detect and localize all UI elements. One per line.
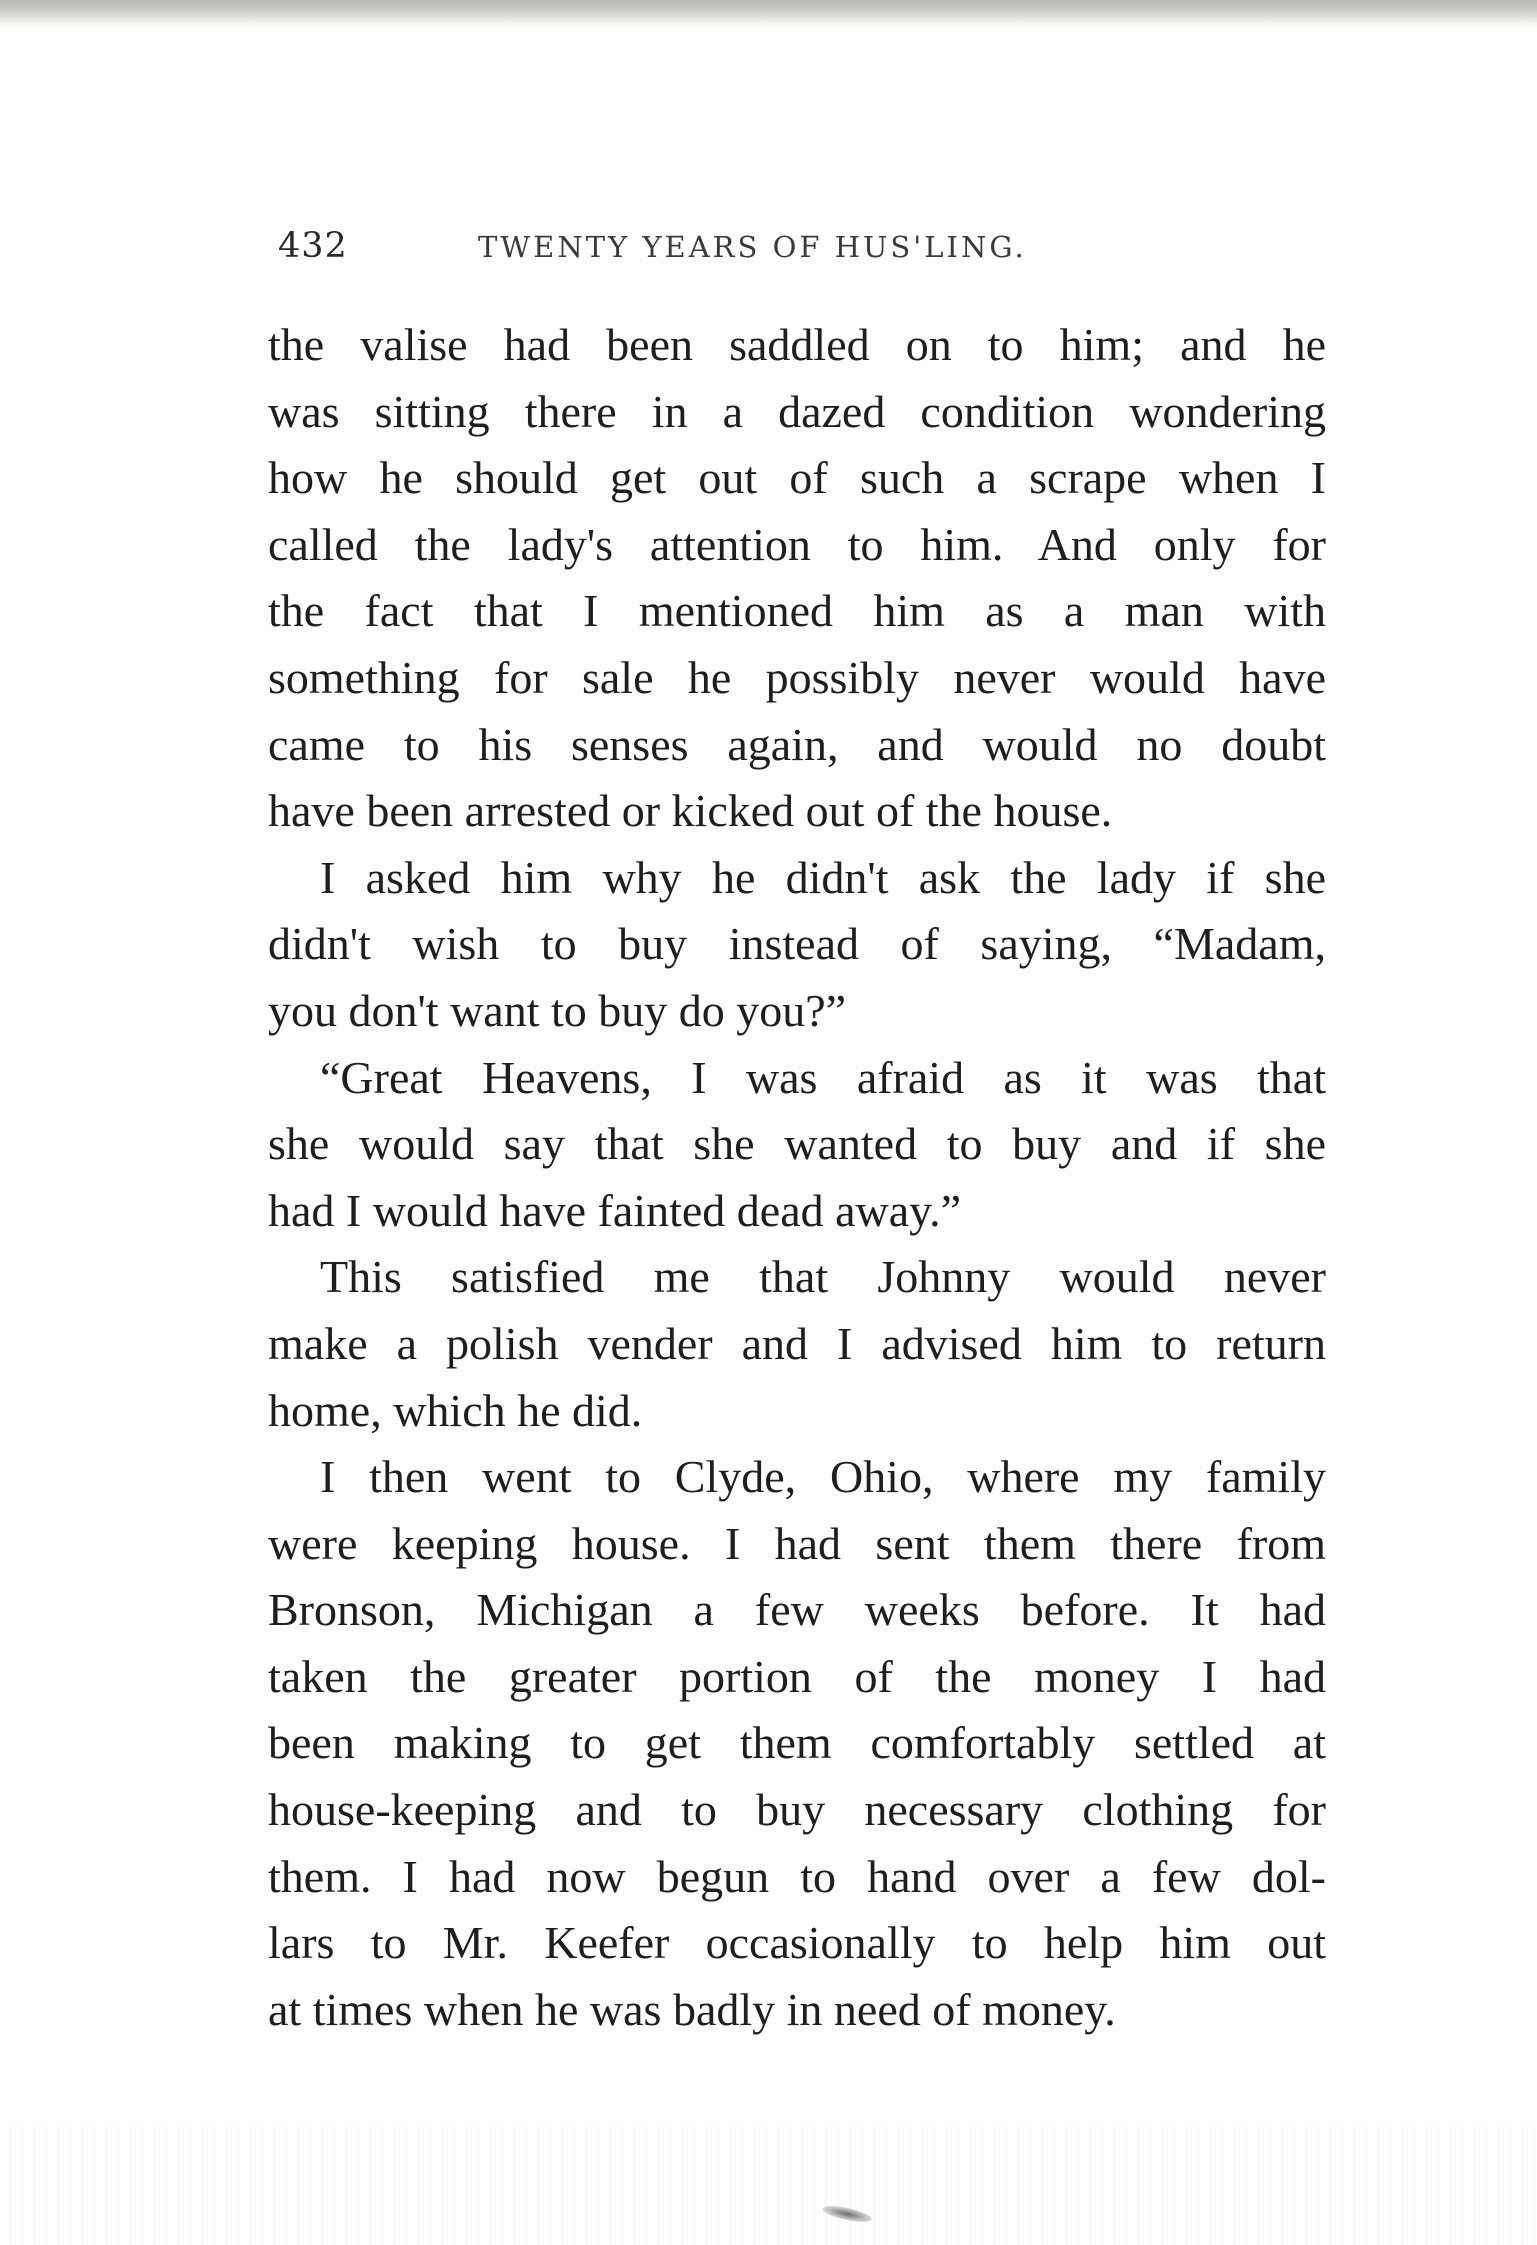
body-text	[268, 312, 1326, 2043]
text-line: something for sale he possibly never would have	[268, 651, 1326, 703]
running-head	[278, 226, 1338, 280]
text-line: have been arrested or kicked out of the house.	[268, 785, 1113, 837]
text-line: taken the greater portion of the money I had	[268, 1650, 1326, 1702]
text-line: she would say that she wanted to buy and if she	[268, 1118, 1326, 1170]
text-line: you don't want to buy do you?”	[268, 984, 847, 1036]
text-line: the fact that I mentioned him as a man with	[268, 585, 1326, 637]
text-line: “Great Heavens, I was afraid as it was that	[320, 1051, 1326, 1103]
text-line: Bronson, Michigan a few weeks before. It had	[268, 1584, 1326, 1636]
text-line: how he should get out of such a scrape when I	[268, 452, 1326, 504]
text-line: This satisfied me that Johnny would never	[320, 1251, 1326, 1303]
text-line: make a polish vender and I advised him to return	[268, 1317, 1326, 1369]
text-line: at times when he was badly in need of money.	[268, 1983, 1116, 2035]
text-line: house-keeping and to buy necessary clothing for	[268, 1784, 1326, 1836]
text-line: home, which he did.	[268, 1384, 643, 1436]
book-title: TWENTY YEARS OF HUS'LING.	[478, 230, 1027, 264]
text-line: I asked him why he didn't ask the lady if she	[320, 851, 1326, 903]
text-line: didn't wish to buy instead of saying, “Madam,	[268, 918, 1326, 970]
text-line: were keeping house. I had sent them there from	[268, 1517, 1326, 1569]
text-line: had I would have fainted dead away.”	[268, 1184, 962, 1236]
text-line: them. I had now begun to hand over a few dol-	[268, 1850, 1326, 1902]
text-line: came to his senses again, and would no doubt	[268, 718, 1326, 770]
text-line: lars to Mr. Keefer occasionally to help him out	[268, 1917, 1326, 1969]
scan-bottom-noise	[0, 2125, 1537, 2245]
text-line: was sitting there in a dazed condition wondering	[268, 385, 1326, 437]
page-number: 432	[278, 226, 348, 266]
text-line: I then went to Clyde, Ohio, where my family	[320, 1451, 1326, 1503]
scan-top-edge	[0, 0, 1537, 26]
text-line: been making to get them comfortably settled at	[268, 1717, 1326, 1769]
text-line: called the lady's attention to him. And only for	[268, 518, 1326, 570]
text-line: the valise had been saddled on to him; and he	[268, 319, 1326, 370]
